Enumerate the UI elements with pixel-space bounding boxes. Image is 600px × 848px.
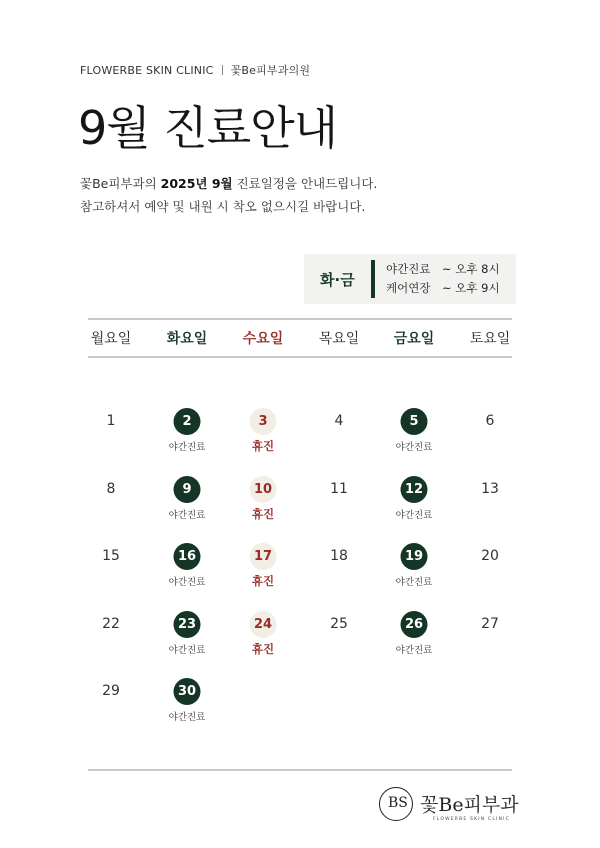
- calendar-day-note: 휴진: [251, 642, 275, 656]
- weekday-label: 토요일: [469, 331, 511, 347]
- page-title: 9월 진료안내: [78, 101, 338, 155]
- calendar-day-number: 9: [174, 476, 201, 503]
- intro-line-1: [80, 172, 377, 195]
- intro-line-1-bold: 2025년 9월: [160, 176, 233, 191]
- calendar-day-cell: [149, 611, 225, 671]
- calendar-day-number: 30: [174, 678, 201, 705]
- calendar-day-cell: [73, 408, 149, 468]
- calendar-day-number: 3: [250, 408, 277, 435]
- calendar-day-note: 야간진료: [395, 645, 433, 656]
- calendar-day-cell: [301, 543, 377, 603]
- calendar-day-cell: [225, 476, 301, 536]
- calendar-day-number: 18: [330, 548, 348, 564]
- calendar-day-cell: [149, 678, 225, 738]
- calendar-day-note: 휴진: [251, 439, 275, 453]
- calendar-day-number: 20: [481, 548, 499, 564]
- calendar-day-number: 25: [330, 616, 348, 632]
- calendar-day-cell: [452, 611, 528, 671]
- calendar-day-number: 1: [106, 413, 116, 429]
- brand-english: FLOWERBE SKIN CLINIC: [80, 64, 214, 77]
- calendar-day-number: 29: [102, 683, 120, 699]
- calendar-day-number: 15: [102, 548, 120, 564]
- hours-info-box: [304, 254, 516, 304]
- calendar-day-cell: [225, 543, 301, 603]
- calendar-day-note: 야간진료: [395, 442, 433, 453]
- calendar-day-number: 27: [481, 616, 499, 632]
- hours-row-label: 케어연장: [386, 281, 431, 295]
- calendar-day-note: 야간진료: [168, 510, 206, 521]
- hours-row-value: ~ 오후 8시: [442, 262, 500, 276]
- calendar-day-cell: [301, 611, 377, 671]
- calendar-day-number: 17: [250, 543, 277, 570]
- calendar-day-number: 6: [485, 413, 495, 429]
- calendar-day-number: 16: [174, 543, 201, 570]
- clinic-logo-icon: [378, 786, 414, 822]
- calendar-day-number: 13: [481, 481, 499, 497]
- header-divider: [222, 65, 223, 75]
- calendar-day-note: 야간진료: [395, 510, 433, 521]
- calendar-day-number: 12: [401, 476, 428, 503]
- calendar-day-cell: [225, 611, 301, 671]
- calendar-day-number: 2: [174, 408, 201, 435]
- logo-name: 꽃Be피부과: [420, 794, 519, 816]
- calendar-day-cell: [452, 476, 528, 536]
- calendar-day-cell: [376, 611, 452, 671]
- calendar-day-note: 휴진: [251, 507, 275, 521]
- clinic-header: [80, 62, 310, 78]
- calendar-day-number: 23: [174, 611, 201, 638]
- hours-row-label: 야간진료: [386, 262, 431, 276]
- calendar-day-cell: [452, 408, 528, 468]
- calendar-day-cell: [73, 611, 149, 671]
- weekday-label: 월요일: [90, 331, 132, 347]
- calendar-day-note: 야간진료: [168, 577, 206, 588]
- calendar-day-cell: [452, 543, 528, 603]
- calendar-day-number: 11: [330, 481, 348, 497]
- calendar-day-number: 5: [401, 408, 428, 435]
- calendar-day-cell: [73, 678, 149, 738]
- footer-divider: [88, 769, 512, 771]
- weekday-label: 금요일: [393, 331, 435, 347]
- calendar-day-note: 휴진: [251, 574, 275, 588]
- calendar-day-cell: [73, 476, 149, 536]
- calendar-day-cell: [301, 408, 377, 468]
- weekday-bottom-divider: [88, 356, 512, 358]
- calendar-day-number: 26: [401, 611, 428, 638]
- calendar-day-cell: [376, 476, 452, 536]
- weekday-label: 목요일: [318, 331, 360, 347]
- weekday-label: 수요일: [242, 331, 284, 347]
- footer-logo: [378, 786, 518, 830]
- calendar-day-note: 야간진료: [168, 645, 206, 656]
- weekday-label: 화요일: [166, 331, 208, 347]
- calendar-day-number: 24: [250, 611, 277, 638]
- calendar-day-number: 22: [102, 616, 120, 632]
- intro-text: [80, 172, 377, 218]
- hours-days: 화·금: [320, 271, 355, 289]
- calendar-day-cell: [149, 408, 225, 468]
- brand-korean: 꽃Be피부과의원: [230, 64, 311, 77]
- calendar-day-cell: [376, 408, 452, 468]
- calendar-day-cell: [376, 543, 452, 603]
- hours-row: [386, 260, 500, 279]
- calendar-day-cell: [301, 476, 377, 536]
- calendar-day-number: 19: [401, 543, 428, 570]
- weekday-top-divider: [88, 318, 512, 320]
- logo-mark-letter-b: BS: [388, 795, 408, 811]
- hours-row: [386, 279, 500, 298]
- calendar-day-note: 야간진료: [168, 442, 206, 453]
- calendar-day-number: 10: [250, 476, 277, 503]
- hours-rows: [386, 260, 500, 298]
- hours-accent-bar: [371, 260, 375, 298]
- hours-row-value: ~ 오후 9시: [442, 281, 500, 295]
- calendar-day-number: 4: [334, 413, 344, 429]
- calendar-day-note: 야간진료: [395, 577, 433, 588]
- calendar-day-note: 야간진료: [168, 712, 206, 723]
- intro-line-1-pre: 꽃Be피부과의: [80, 176, 161, 191]
- intro-line-2: 참고하셔서 예약 및 내원 시 착오 없으시길 바랍니다.: [80, 199, 366, 214]
- calendar-day-cell: [149, 476, 225, 536]
- calendar-day-cell: [73, 543, 149, 603]
- calendar-day-cell: [149, 543, 225, 603]
- intro-line-1-post: 진료일정을 안내드립니다.: [232, 176, 378, 191]
- calendar-day-cell: [225, 408, 301, 468]
- calendar-day-number: 8: [106, 481, 116, 497]
- logo-tagline: FLOWERBE SKIN CLINIC: [433, 817, 511, 822]
